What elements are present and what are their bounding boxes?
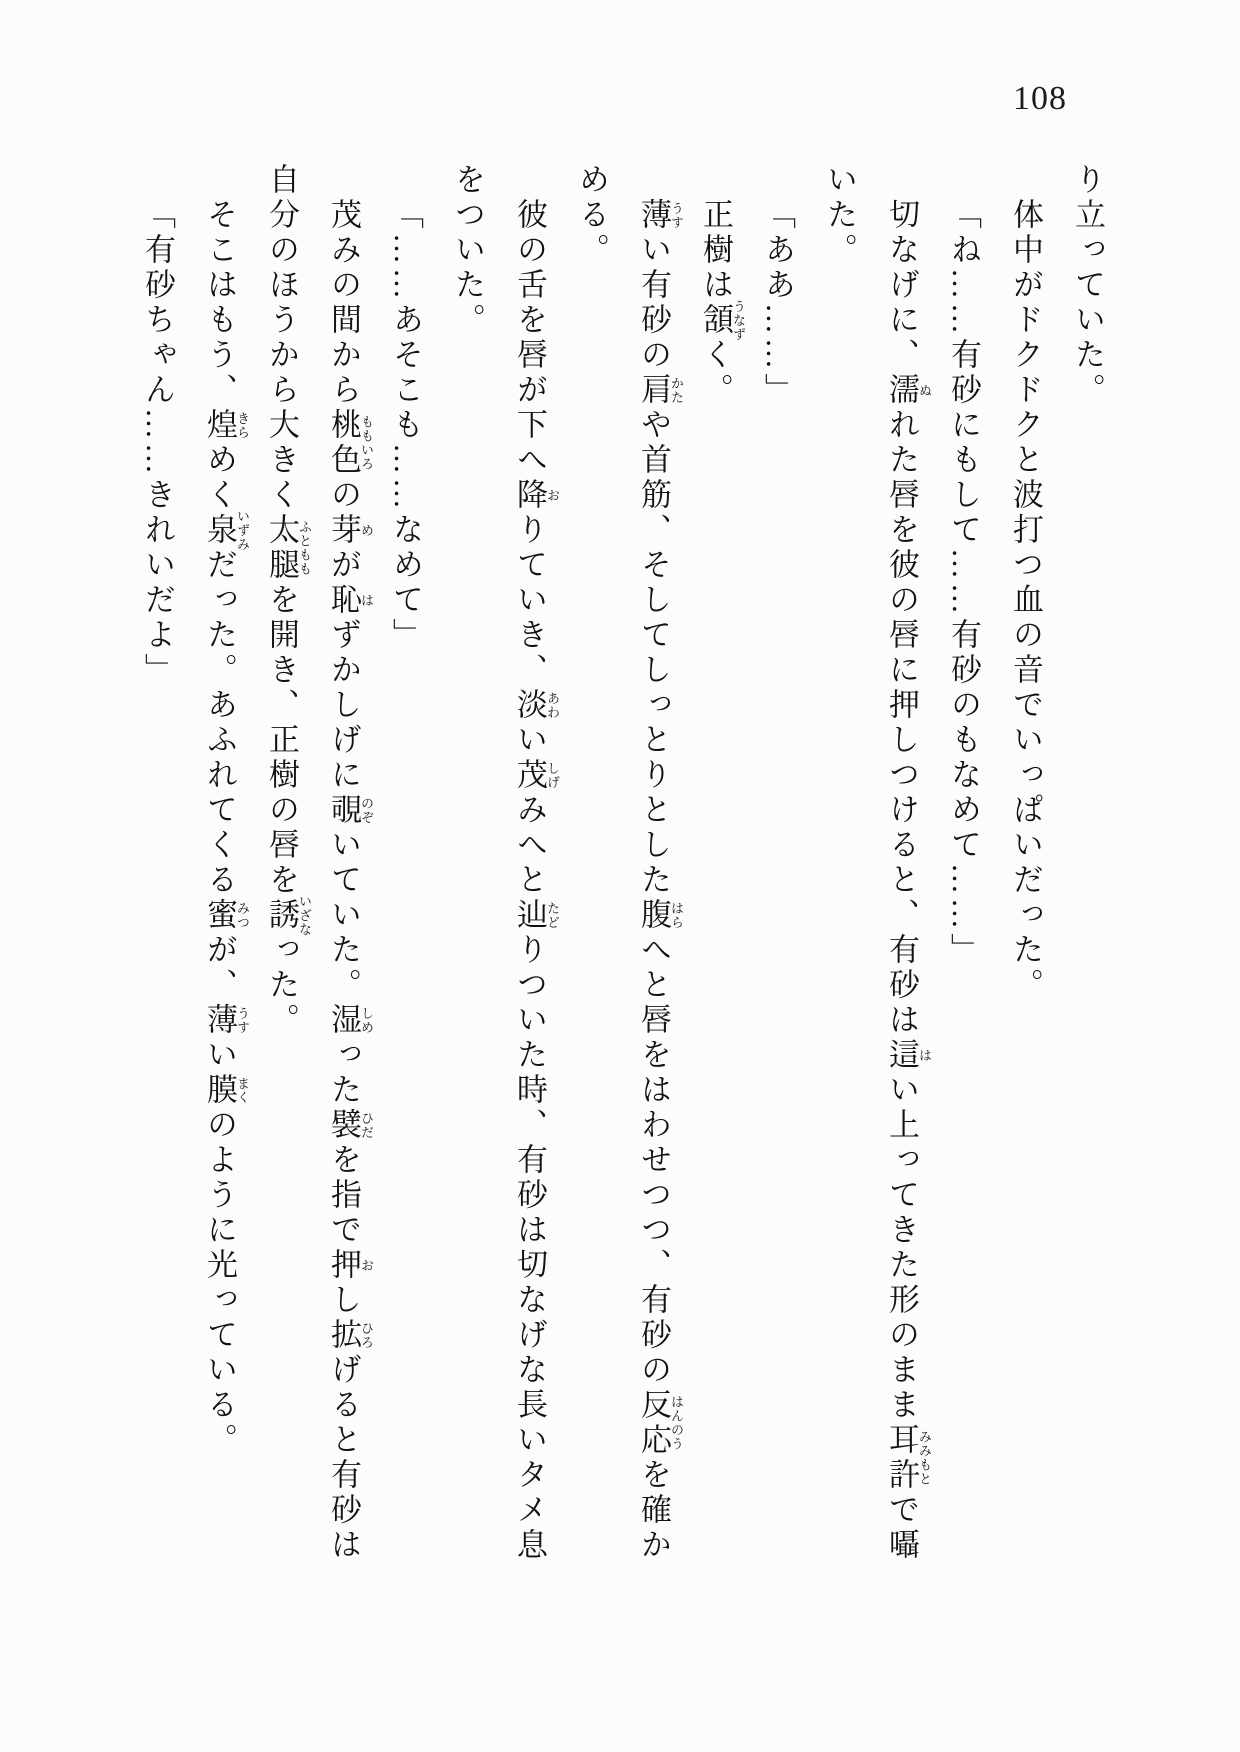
ruby-annotated-word: 湿しめ: [326, 1003, 374, 1038]
paragraph-8: 彼の舌を唇が下へ降おりていき、淡あわい茂しげみへと辿たどりついた時、有砂は切なげな長いタメ息をついた。: [450, 163, 560, 1563]
paragraph-5: 「ああ……」: [760, 198, 795, 408]
paragraph-12: 「有砂ちゃん……きれいだよ」: [140, 198, 175, 688]
paragraph-11: そこはもう、煌きらめく泉いずみだった。あふれてくる蜜みつが、薄うすい膜まくのように光っている。: [202, 198, 250, 1458]
ruby-annotated-word: 拡ひろ: [326, 1318, 374, 1353]
ruby-annotated-word: 這は: [884, 1038, 932, 1073]
ruby-annotated-word: 押お: [326, 1248, 374, 1283]
ruby-annotated-word: 襞ひだ: [326, 1108, 374, 1143]
paragraph-1: り立っていた。: [1070, 163, 1105, 408]
ruby-annotated-word: 煌きら: [202, 408, 250, 443]
paragraph-2: 体中がドクドクと波打つ血の音でいっぱいだった。: [1008, 198, 1043, 1003]
ruby-annotated-word: 淡あわ: [512, 688, 560, 723]
ruby-annotated-word: 太腿ふともも: [264, 513, 312, 583]
ruby-annotated-word: 腹はら: [636, 898, 684, 933]
ruby-annotated-word: 降お: [512, 478, 560, 513]
paragraph-9: 「……あそこも……なめて」: [388, 198, 423, 653]
ruby-annotated-word: 薄うす: [202, 1003, 250, 1038]
ruby-annotated-word: 蜜みつ: [202, 898, 250, 933]
page-text-block: [126, 163, 1118, 1573]
ruby-annotated-word: 覗のぞ: [326, 793, 374, 828]
ruby-annotated-word: 肩かた: [636, 373, 684, 408]
paragraph-3: 「ね……有砂にもして……有砂のもなめて……」: [946, 198, 981, 968]
ruby-annotated-word: 茂しげ: [512, 758, 560, 793]
paragraph-7: 薄うすい有砂の肩かたや首筋、そしてしっとりとした腹はらへと唇をはわせつつ、有砂の反応はんのうを確かめる。: [574, 163, 684, 1563]
ruby-annotated-word: 反応はんのう: [636, 1388, 684, 1458]
ruby-annotated-word: 芽め: [326, 513, 374, 548]
paragraph-6: 正樹は頷うなずく。: [698, 198, 746, 408]
ruby-annotated-word: 頷うなず: [698, 299, 746, 342]
paragraph-10: 茂みの間から桃色ももいろの芽めが恥はずかしげに覗のぞいていた。湿しめった襞ひだを指で押おし拡ひろげると有砂は自分のほうから大きく太腿ふとももを開き、正樹の唇を誘いざなった。: [264, 163, 374, 1563]
ruby-annotated-word: 恥は: [326, 583, 374, 618]
ruby-annotated-word: 耳許みみもと: [884, 1423, 932, 1493]
ruby-annotated-word: 薄うす: [636, 198, 684, 233]
ruby-annotated-word: 辿たど: [512, 898, 560, 933]
ruby-annotated-word: 桃色ももいろ: [326, 408, 374, 478]
ruby-annotated-word: 濡ぬ: [884, 373, 932, 408]
ruby-annotated-word: 誘いざな: [264, 894, 312, 937]
paragraph-4: 切なげに、濡ぬれた唇を彼の唇に押しつけると、有砂は這はい上ってきた形のまま耳許みみもとで囁いた。: [822, 163, 932, 1563]
ruby-annotated-word: 膜まく: [202, 1073, 250, 1108]
page-number: 108: [1013, 80, 1067, 117]
ruby-annotated-word: 泉いずみ: [202, 509, 250, 552]
